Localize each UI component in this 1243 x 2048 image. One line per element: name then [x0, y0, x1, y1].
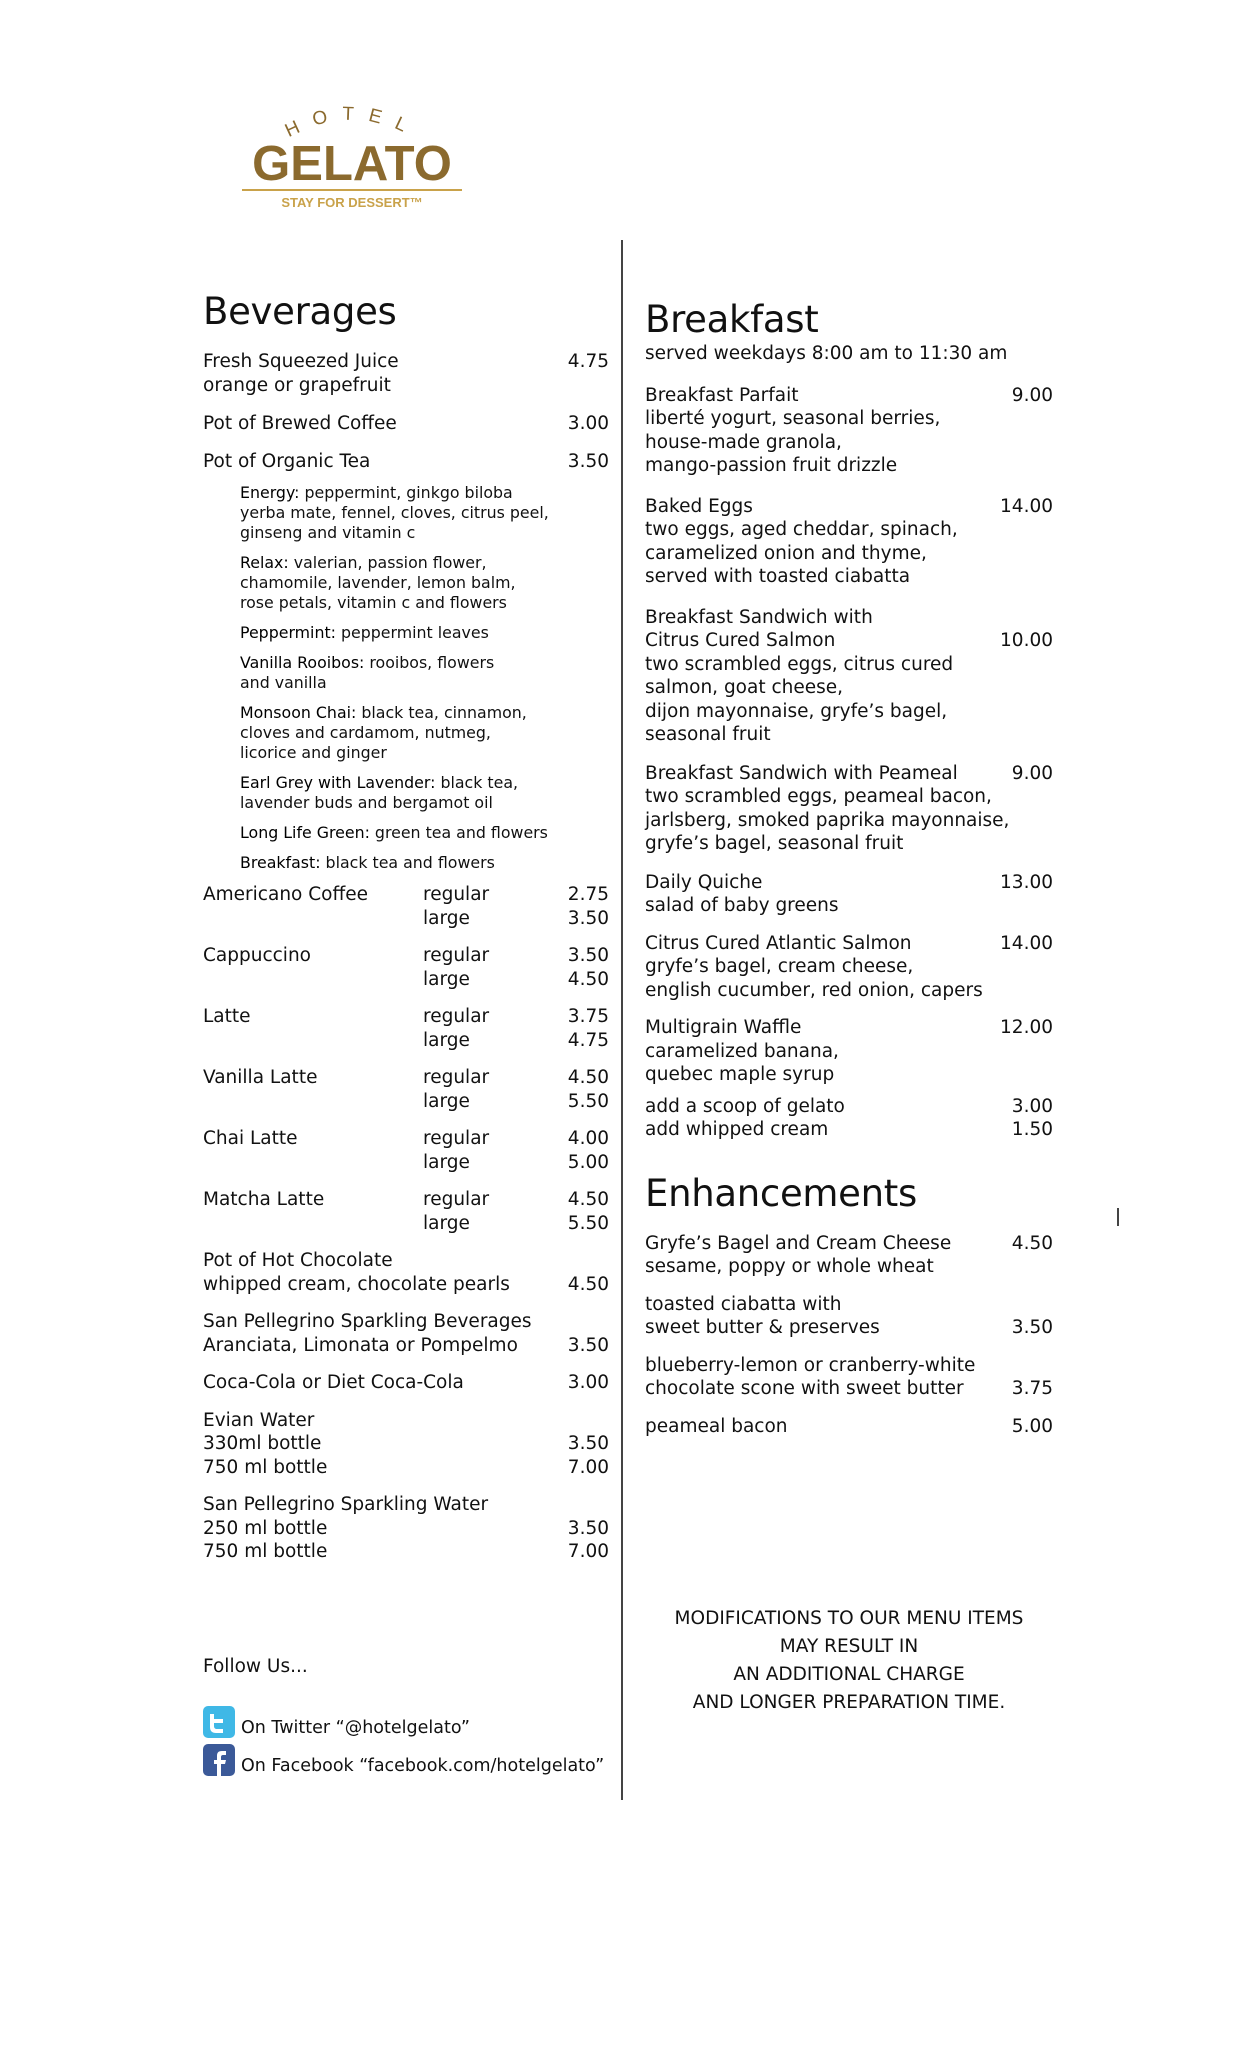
item-price: 4.75 — [567, 351, 609, 372]
tea-vanilla-rooibos: Vanilla Rooibos: rooibos, flowers and vanilla — [240, 653, 495, 692]
tea-peppermint: Peppermint: peppermint leaves — [240, 623, 489, 642]
logo-hotel-text: HOTEL — [281, 103, 423, 143]
item-price: 3.00 — [567, 413, 609, 434]
item-name: Evian Water — [203, 1409, 315, 1431]
twitter-icon — [203, 1706, 235, 1738]
twitter-text: On Twitter “@hotelgelato” — [241, 1718, 470, 1738]
item-name: Pot of Organic Tea — [203, 450, 371, 472]
edge-mark — [1117, 1208, 1119, 1226]
menu-item-atlantic-salmon: Citrus Cured Atlantic Salmon 14.00 gryfe’s bagel, cream cheese, english cucumber, red onion, capers — [645, 932, 1053, 1001]
beverages-section — [203, 290, 609, 1564]
logo-gelato-text: GELATO — [252, 137, 452, 191]
item-desc: Aranciata, Limonata or Pompelmo — [203, 1334, 518, 1356]
tea-long-life-green: Long Life Green: green tea and flowers — [240, 823, 548, 842]
facebook-text: On Facebook “facebook.com/hotelgelato” — [241, 1756, 605, 1776]
logo-tagline: STAY FOR DESSERT™ — [281, 195, 423, 210]
menu-item-peameal-sandwich: Breakfast Sandwich with Peameal 9.00 two scrambled eggs, peameal bacon, jarlsberg, smoked paprika mayonnaise, gryfe’s bagel, seasonal fruit — [645, 762, 1053, 854]
waffle-addons: add a scoop of gelato 3.00 add whipped cream 1.50 — [645, 1095, 1053, 1140]
menu-item-americano: Americano Coffee regular 2.75 large 3.50 — [203, 884, 609, 929]
menu-item-evian: Evian Water 330ml bottle 3.50 750 ml bottle 7.00 — [203, 1409, 609, 1478]
menu-item-cappuccino: Cappuccino regular 3.50 large 4.50 — [203, 945, 609, 990]
facebook-link[interactable] — [203, 1744, 604, 1776]
item-price: 4.50 — [567, 1273, 609, 1295]
item-name: Coca-Cola or Diet Coca-Cola — [203, 1372, 464, 1393]
menu-item-parfait: Breakfast Parfait 9.00 liberté yogurt, seasonal berries, house-made granola, mango-passion fruit drizzle — [645, 384, 1053, 476]
enhancements-title: Enhancements — [645, 1171, 917, 1215]
menu-item-chai-latte: Chai Latte regular 4.00 large 5.00 — [203, 1128, 609, 1173]
item-price: 3.50 — [567, 450, 609, 472]
menu-item-bagel: Gryfe’s Bagel and Cream Cheese 4.50 sesame, poppy or whole wheat — [645, 1232, 1053, 1277]
menu-item-ciabatta: toasted ciabatta with sweet butter & preserves 3.50 — [645, 1293, 1053, 1338]
tea-energy: Energy: peppermint, ginkgo biloba yerba mate, fennel, cloves, citrus peel, ginseng and vitamin c — [240, 483, 549, 542]
breakfast-section — [645, 298, 1053, 1438]
hotel-gelato-logo — [232, 100, 472, 215]
item-desc: orange or grapefruit — [203, 374, 391, 396]
menu-item-pellegrino-water: San Pellegrino Sparkling Water 250 ml bottle 3.50 750 ml bottle 7.00 — [203, 1494, 609, 1562]
breakfast-hours: served weekdays 8:00 am to 11:30 am — [645, 343, 1008, 364]
tea-list — [240, 483, 609, 873]
item-name: Fresh Squeezed Juice — [203, 351, 399, 372]
column-divider — [621, 240, 623, 1800]
facebook-icon — [203, 1744, 235, 1776]
menu-item-pellegrino-beverages — [203, 1310, 609, 1357]
menu-item-baked-eggs: Baked Eggs 14.00 two eggs, aged cheddar, spinach, caramelized onion and thyme, served with toasted ciabatta — [645, 495, 1053, 587]
tea-breakfast: Breakfast: black tea and flowers — [240, 853, 495, 872]
tea-earl-grey: Earl Grey with Lavender: black tea, lavender buds and bergamot oil — [240, 773, 519, 812]
menu-item-matcha-latte: Matcha Latte regular 4.50 large 5.50 — [203, 1189, 609, 1234]
twitter-link[interactable] — [203, 1706, 470, 1738]
menu-item-vanilla-latte: Vanilla Latte regular 4.50 large 5.50 — [203, 1067, 609, 1112]
menu-item-juice — [203, 350, 609, 397]
tea-relax: Relax: valerian, passion flower, chamomile, lavender, lemon balm, rose petals, vitamin c and flowers — [240, 553, 516, 612]
menu-item-coke — [203, 1371, 609, 1395]
menu-item-hot-chocolate — [203, 1249, 609, 1296]
menu-item-salmon-sandwich: Breakfast Sandwich with Citrus Cured Salmon 10.00 two scrambled eggs, citrus cured salmon, goat cheese, dijon mayonnaise, gryfe’s bagel, seasonal fruit — [645, 606, 1053, 745]
beverages-title: Beverages — [203, 290, 397, 333]
menu-item-peameal-bacon: peameal bacon 5.00 — [645, 1415, 1053, 1437]
modification-notice: MODIFICATIONS TO OUR MENU ITEMS MAY RESULT IN AN ADDITIONAL CHARGE AND LONGER PREPARATION TIME. — [674, 1608, 1024, 1713]
item-name: Pot of Hot Chocolate — [203, 1250, 393, 1271]
item-name: San Pellegrino Sparkling Water — [203, 1494, 489, 1515]
menu-item-waffle: Multigrain Waffle 12.00 caramelized banana, quebec maple syrup — [645, 1017, 1053, 1085]
item-name: Pot of Brewed Coffee — [203, 413, 397, 434]
item-price: 3.00 — [567, 1372, 609, 1393]
menu-item-coffee-pot — [203, 412, 609, 436]
menu-item-quiche: Daily Quiche 13.00 salad of baby greens — [645, 871, 1053, 916]
menu-item-latte: Latte regular 3.75 large 4.75 — [203, 1006, 609, 1051]
tea-monsoon-chai: Monsoon Chai: black tea, cinnamon, cloves and cardamom, nutmeg, licorice and ginger — [240, 703, 527, 762]
breakfast-title: Breakfast — [645, 298, 819, 341]
item-desc: whipped cream, chocolate pearls — [203, 1273, 510, 1295]
item-name: San Pellegrino Sparkling Beverages — [203, 1311, 532, 1332]
item-price: 3.50 — [567, 1334, 609, 1356]
follow-us-label: Follow Us... — [203, 1656, 308, 1677]
menu-item-scone: blueberry-lemon or cranberry-white chocolate scone with sweet butter 3.75 — [645, 1354, 1053, 1399]
menu-item-tea-pot — [203, 450, 609, 474]
